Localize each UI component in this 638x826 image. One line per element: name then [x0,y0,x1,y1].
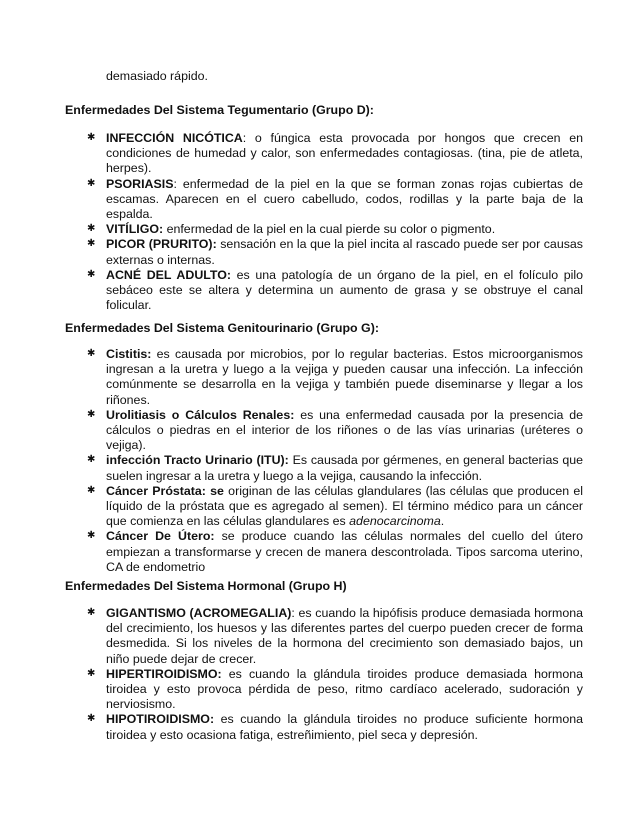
list-hormonal [65,606,583,743]
item-text: es causada por microbios, por lo regular bacterias. Estos microorganismos ingresan a la uretra y luego a la vejiga y pueden causar una infección. La infección comúnmente se desarrolla en la vejiga y también puede diseminarse y llegar a los riñones. [106,347,583,407]
item-term: GIGANTISMO (ACROMEGALIA) [106,606,292,620]
bullet-icon: ✱ [87,223,96,235]
item-term: PICOR (PRURITO): [106,237,217,252]
section-heading-genitourinario: Enfermedades Del Sistema Genitourinario (Grupo G): [65,321,379,335]
bullet-icon: ✱ [87,238,96,250]
list-item [65,453,583,483]
list-item [65,131,583,177]
item-text: enfermedad de la piel en la cual pierde su color o pigmento. [163,222,496,237]
item-text: es una enfermedad causada por la presencia de cálculos o piedras en el interior de los riñones o de las vías urinarias (uréteres o vejiga). [106,407,583,453]
section-heading-tegumentario: Enfermedades Del Sistema Tegumentario (Grupo D): [65,103,374,117]
item-term: VITÍLIGO: [106,222,164,237]
item-text: es cuando la glándula tiroides produce demasiada hormona tiroidea y esto provoca pérdida de peso, ritmo cardíaco acelerado, sudoración y nerviosismo. [106,666,583,712]
item-text: : es cuando la hipófisis produce demasiada hormona del crecimiento, los huesos y las diferentes partes del cuerpo pueden crecer de forma desmedida. Si los niveles de la hormona del crecimiento son demasiado bajos, un niño puede dejar de crecer. [106,606,583,666]
item-text: es cuando la glándula tiroides no produce suficiente hormona tiroidea y esto ocasiona fatiga, estreñimiento, piel seca y depresión. [106,712,583,742]
list-item [65,222,583,237]
item-term: HIPOTIROIDISMO: [106,712,215,727]
item-text-end: . [440,514,445,529]
bullet-icon: ✱ [87,713,96,725]
list-tegumentario [65,131,583,313]
item-text: : enfermedad de la piel en la que se forman zonas rojas cubiertas de escamas. Aparecen en el cuero cabelludo, codos, rodillas y la parte baja de la espalda. [106,176,583,222]
item-term: Cáncer De Útero: [106,529,215,544]
item-italic-term: adenocarcinoma [349,514,441,529]
bullet-icon: ✱ [87,132,96,143]
list-item [65,712,583,742]
list-item [65,606,583,667]
list-item [65,529,583,575]
list-item [65,177,583,223]
bullet-icon: ✱ [87,667,96,679]
bullet-icon: ✱ [87,607,96,618]
list-item [65,268,583,314]
list-item [65,237,583,267]
section-heading-hormonal: Enfermedades Del Sistema Hormonal (Grupo H) [65,579,347,593]
item-term: HIPERTIROIDISMO: [106,666,222,681]
item-term: infección Tracto Urinario (ITU): [106,453,289,468]
item-text: Es causada por gérmenes, en general bacterias que suelen ingresar a la uretra y luego a la vejiga, causando la infección. [106,453,583,483]
list-item [65,667,583,713]
item-term: Cistitis: [106,347,152,361]
item-text: sensación en la que la piel incita al rascado puede ser por causas externas o internas. [106,237,583,267]
item-term: PSORIASIS [106,176,174,191]
continuation-text: demasiado rápido. [106,69,208,83]
bullet-icon: ✱ [87,530,96,542]
item-term: ACNÉ DEL ADULTO: [106,267,232,282]
item-text: originan de las células glandulares (las células que producen el líquido de la próstata que es agregado al semen). El término médico para un cáncer que comienza en las células glandulares es [106,483,584,529]
bullet-icon: ✱ [87,348,96,359]
bullet-icon: ✱ [87,268,96,280]
bullet-icon: ✱ [87,484,96,496]
item-text: : o fúngica esta provocada por hongos que crecen en condiciones de humedad y calor, son enfermedades contagiosas. (tina, pie de atleta, herpes). [106,131,583,176]
list-item [65,347,583,408]
list-item [65,484,583,530]
item-term: Urolitiasis o Cálculos Renales: [106,407,295,422]
bullet-icon: ✱ [87,408,96,420]
item-term: INFECCIÓN NICÓTICA [106,131,243,145]
item-text: se produce cuando las células normales del cuello del útero empiezan a transformarse y crecen de manera descontrolada. Tipos sarcoma uterino, CA de endometrio [106,529,583,574]
bullet-icon: ✱ [87,177,96,189]
list-genitourinario [65,347,583,575]
list-item [65,408,583,454]
item-text: es una patología de un órgano de la piel, en el folículo pilo sebáceo este se altera y determina un aumento de grasa y se obstruye el canal folicular. [106,267,583,313]
item-term: Cáncer Próstata: se [106,483,224,498]
bullet-icon: ✱ [87,454,96,466]
